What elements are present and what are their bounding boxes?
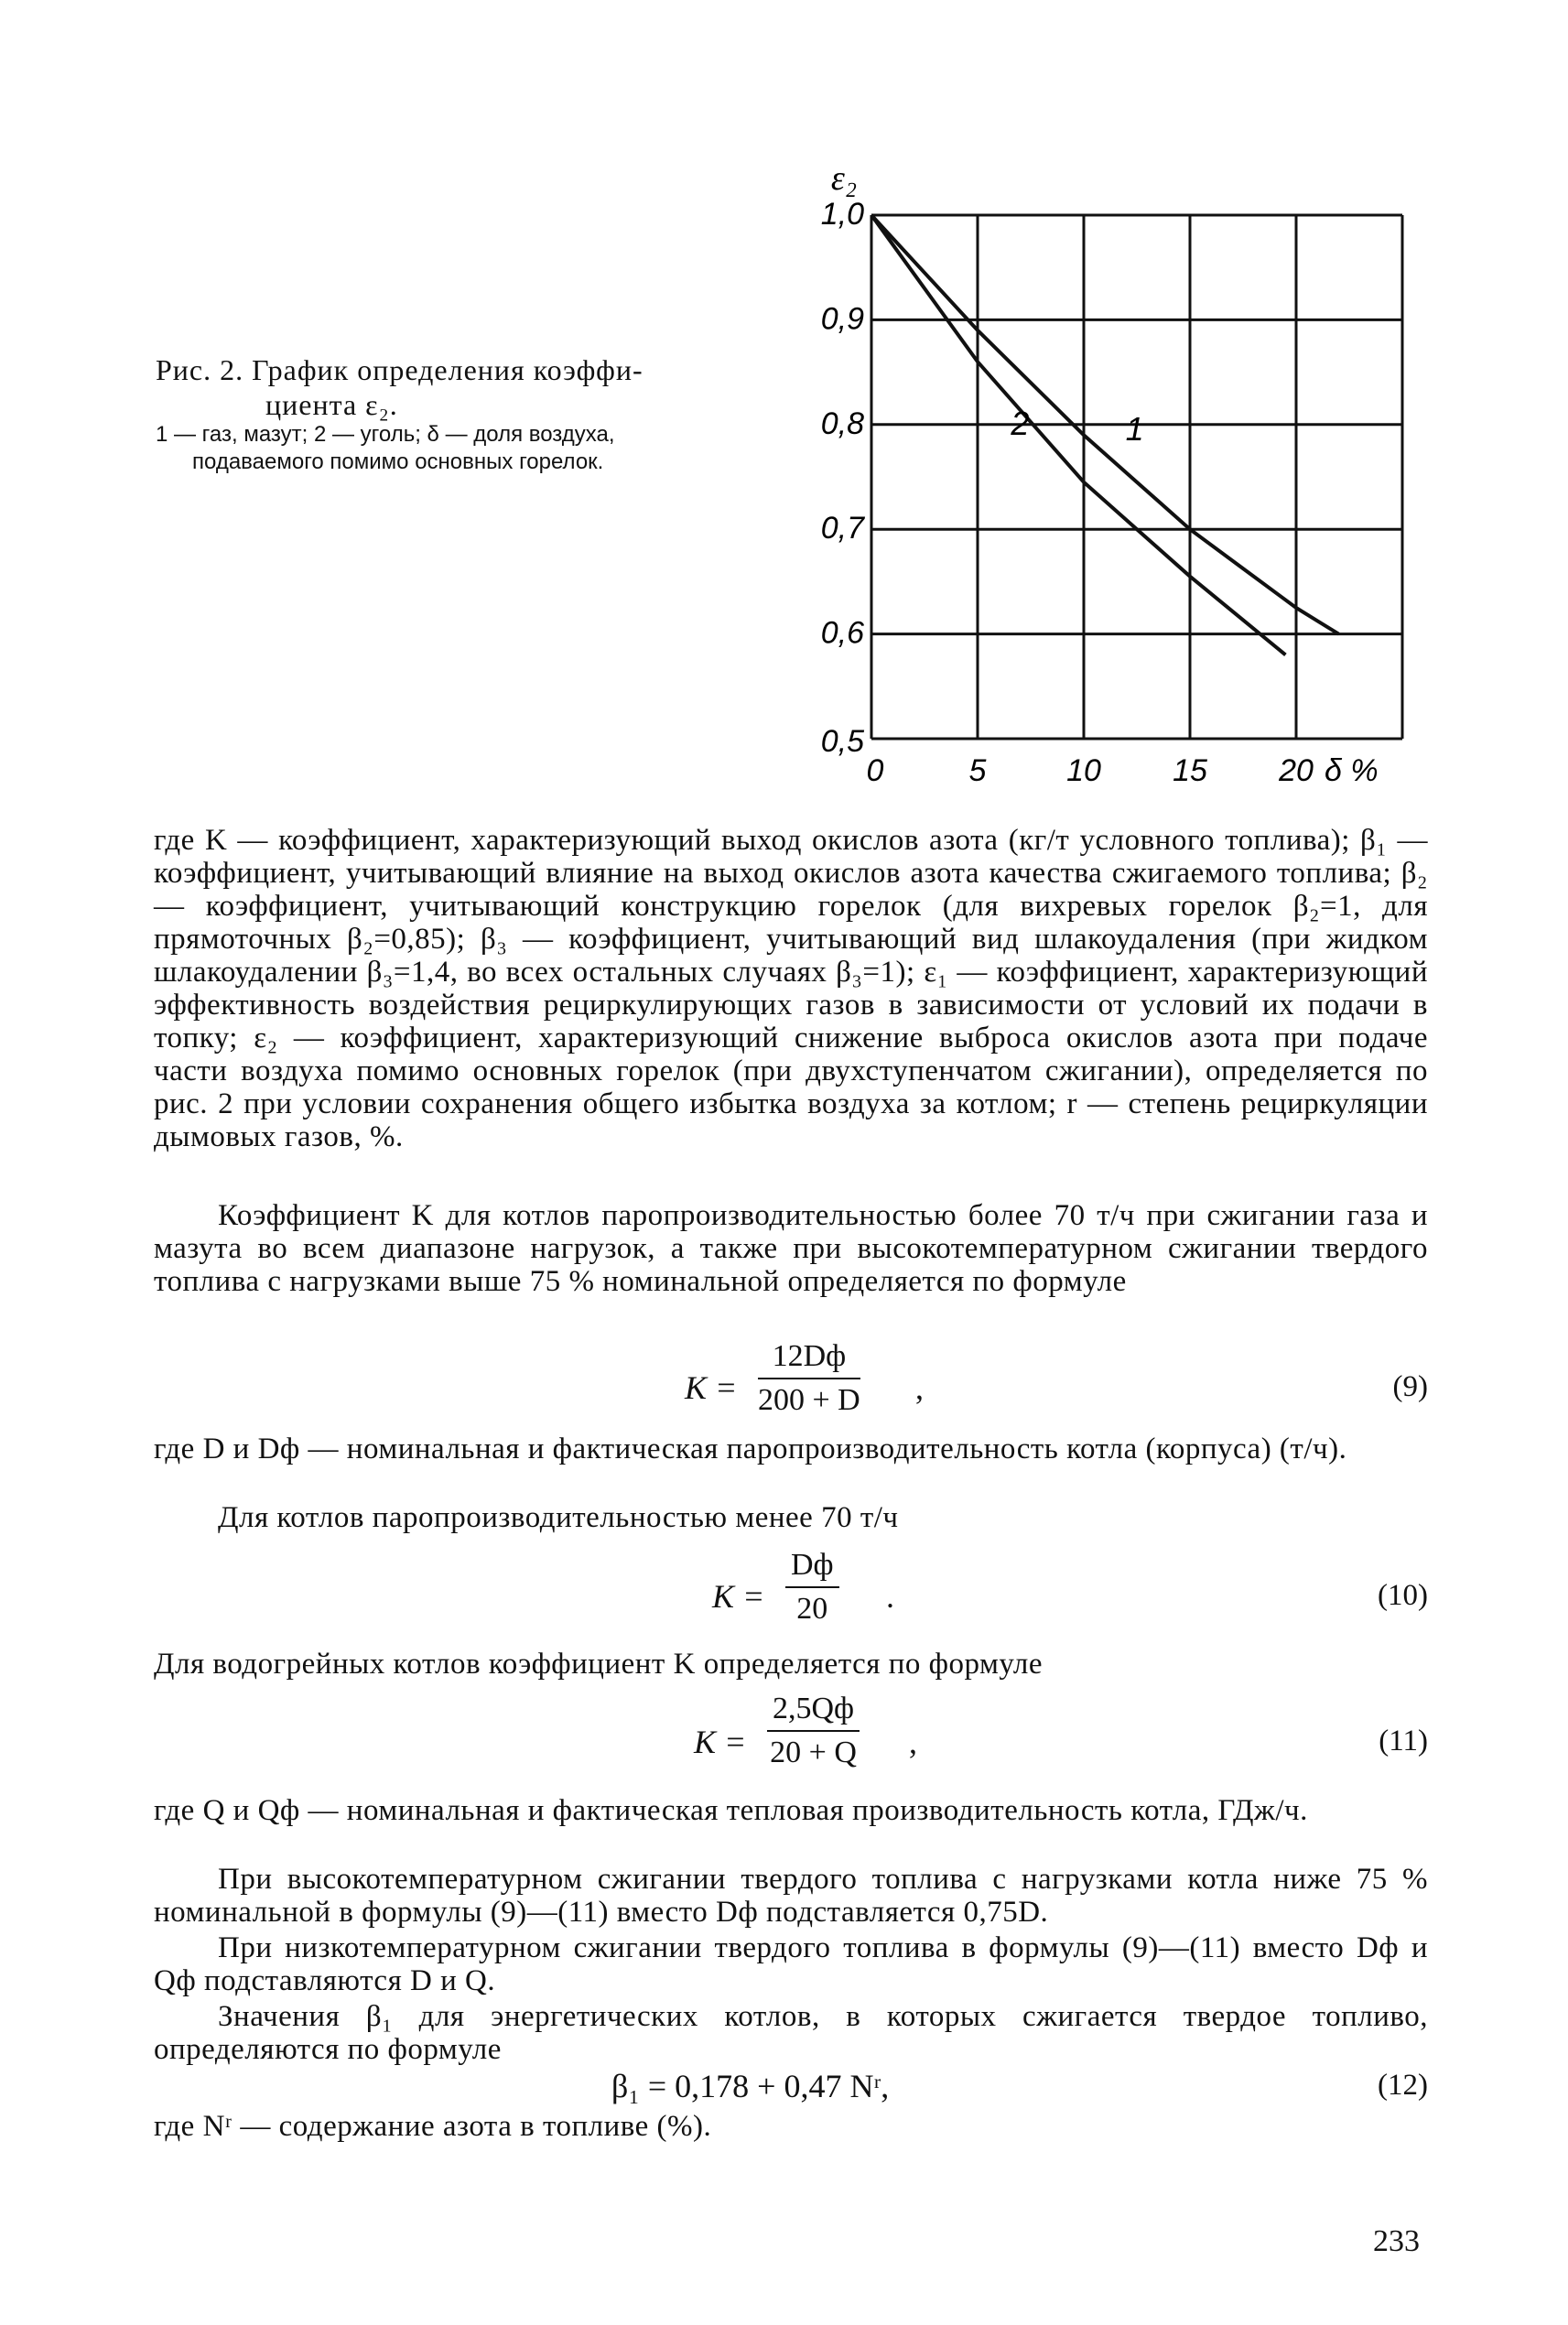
paragraph-high-temp: При высокотемпературном сжигании твердого топлива с нагрузками котла ниже 75 % номинальной в формулы (9)—(11) вместо Dф подставляется 0,75D. <box>154 1863 1428 1929</box>
y-tick-label: 0,9 <box>820 301 864 337</box>
formula-11-numerator: 2,5Qф <box>767 1692 860 1732</box>
paragraph-nitrogen: где Nʳ — содержание азота в топливе (%). <box>154 2110 712 2143</box>
formula-10 <box>154 1541 1428 1641</box>
paragraph-low-temp: При низкотемпературном сжигании твердого топлива в формулы (9)—(11) вместо Dф и Qф подставляются D и Q. <box>154 1931 1428 1997</box>
y-tick-label: 0,5 <box>820 724 864 759</box>
x-tick-label: 0 <box>866 753 884 788</box>
formula-11-lhs: K = <box>694 1724 747 1760</box>
y-tick-label: 0,7 <box>820 511 864 546</box>
formula-9-denominator: 200 + D <box>758 1383 860 1417</box>
formula-10-denominator: 20 <box>796 1592 828 1626</box>
formula-12-expression: β₁ = 0,178 + 0,47 Nʳ, <box>611 2068 890 2104</box>
x-axis-label: δ % <box>1325 753 1379 788</box>
paragraph-small-boilers: Для котлов паропроизводительностью менее 70 т/ч <box>218 1501 899 1534</box>
paragraph-beta1: Значения β₁ для энергетических котлов, в которых сжигается твердое топливо, определяются по формуле <box>154 2000 1428 2066</box>
formula-10-numerator: Dф <box>785 1548 839 1588</box>
formula-9-tail: , <box>915 1369 924 1406</box>
formula-9-fraction <box>758 1339 860 1418</box>
caption-legend-line1: 1 — газ, мазут; 2 — уголь; δ — доля воздуха, <box>156 422 615 447</box>
formula-9-number: (9) <box>1392 1370 1428 1403</box>
formula-10-tail: . <box>886 1578 894 1615</box>
y-tick-label: 1,0 <box>820 197 864 232</box>
formula-9 <box>154 1332 1428 1433</box>
formula-11 <box>154 1684 1428 1785</box>
y-tick-label: 0,6 <box>820 615 864 651</box>
x-tick-label: 5 <box>968 753 987 788</box>
formula-10-number: (10) <box>1378 1579 1428 1612</box>
formula-11-fraction <box>767 1692 860 1770</box>
paragraph-k-large: Коэффициент K для котлов паропроизводительностью более 70 т/ч при сжигании газа и мазута во всем диапазоне нагрузок, а также при высокотемпературном сжигании твердого топлива с нагрузками выше 75 % номинальной определяется по формуле <box>154 1199 1428 1298</box>
formula-11-tail: , <box>909 1724 917 1760</box>
formula-11-denominator: 20 + Q <box>770 1736 857 1769</box>
paragraph-water-boilers: Для водогрейных котлов коэффициент K определяется по формуле <box>154 1648 1044 1681</box>
paragraph-d-definition: где D и Dф — номинальная и фактическая паропроизводительность котла (корпуса) (т/ч). <box>154 1433 1347 1465</box>
paragraph-definitions: где K — коэффициент, характеризующий выход окислов азота (кг/т условного топлива); β₁ — коэффициент, учитывающий влияние на выход окислов азота качества сжигаемого топлива; β₂ — коэффициент, учитывающий конструкцию горелок (для вихревых горелок β₂=1, для прямоточных β₂=0,85); β₃ — коэффициент, учитывающий вид шлакоудаления (при жидком шлакоудалении β₃=1,4, во всех остальных случаях β₃=1); ε₁ — коэффициент, характеризующий эффективность воздействия рециркулирующих газов в зависимости от условий их подачи в топку; ε₂ — коэффициент, характеризующий снижение выброса окислов азота при подаче части воздуха помимо основных горелок (при двухступенчатом сжигании), определяется по рис. 2 при условии сохранения общего избытка воздуха за котлом; r — степень рециркуляции дымовых газов, %. <box>154 824 1428 1153</box>
formula-9-lhs: K = <box>685 1369 738 1406</box>
caption-title-line1: Рис. 2. График определения коэффи- <box>156 353 643 386</box>
formula-12 <box>154 2067 1428 2113</box>
series-label-1: 1 <box>1125 409 1144 448</box>
y-tick-label: 0,8 <box>820 406 864 441</box>
formula-10-fraction <box>785 1548 839 1627</box>
formula-11-number: (11) <box>1379 1725 1428 1757</box>
x-tick-label: 20 <box>1279 753 1314 788</box>
formula-9-numerator: 12Dф <box>758 1339 860 1379</box>
y-axis-label: ε₂ <box>830 159 858 198</box>
figure-caption-title <box>156 352 643 422</box>
formula-12-number: (12) <box>1378 2069 1428 2102</box>
series-label-2: 2 <box>1011 405 1030 443</box>
x-tick-label: 15 <box>1173 753 1207 788</box>
caption-title-line2: циента ε₂. <box>265 388 398 421</box>
figure-caption-legend <box>156 421 787 476</box>
caption-legend-line2: подаваемого помимо основных горелок. <box>192 449 604 474</box>
page-number: 233 <box>1373 2224 1420 2258</box>
epsilon2-chart <box>769 151 1428 792</box>
paragraph-q-definition: где Q и Qф — номинальная и фактическая тепловая производительность котла, ГДж/ч. <box>154 1794 1308 1827</box>
formula-10-lhs: K = <box>712 1578 765 1615</box>
x-tick-label: 10 <box>1066 753 1101 788</box>
